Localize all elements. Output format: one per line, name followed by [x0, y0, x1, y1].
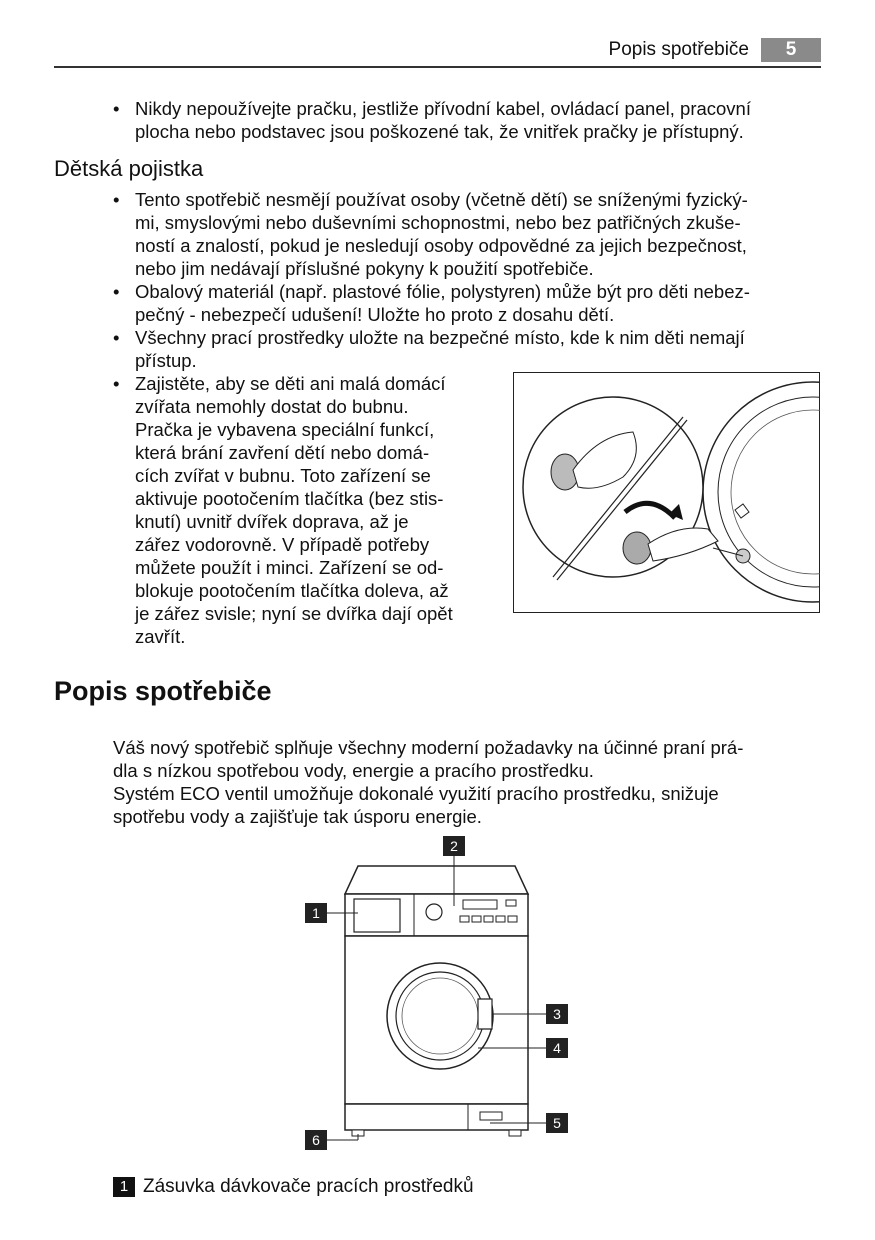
callout-label: 6	[312, 1132, 320, 1148]
page-number: 5	[761, 38, 821, 62]
callout-4	[546, 1038, 568, 1058]
callout-3	[546, 1004, 568, 1024]
text-line: Obalový materiál (např. plastové fólie, polystyren) může být pro děti nebez-	[135, 281, 750, 302]
text-line: zářez vodorovně. V případě potřeby	[135, 534, 430, 555]
bullet-dot: •	[113, 327, 120, 348]
child-lock-bullet-2	[113, 280, 833, 326]
legend-number: 1	[113, 1177, 135, 1197]
text-line: ností a znalostí, pokud je nesledují osoby odpovědné za jejich bezpečnost,	[135, 235, 747, 256]
callout-2	[443, 836, 465, 856]
callout-label: 5	[553, 1115, 561, 1131]
child-lock-illustration	[513, 372, 820, 613]
text-line: je zářez svisle; nyní se dvířka dají opět	[135, 603, 453, 624]
page-header	[54, 36, 821, 68]
section-heading-child-lock: Dětská pojistka	[54, 156, 204, 181]
section-heading-description: Popis spotřebiče	[54, 676, 272, 706]
text-line: Nikdy nepoužívejte pračku, jestliže přívodní kabel, ovládací panel, pracovní	[135, 98, 751, 119]
text-line: cích zvířat v bubnu. Toto zařízení se	[135, 465, 431, 486]
child-lock-bullet-3	[113, 326, 833, 372]
callout-label: 3	[553, 1006, 561, 1022]
text-line: Zajistěte, aby se děti ani malá domácí	[135, 373, 446, 394]
bullet-text	[135, 97, 751, 143]
text-line: zvířata nemohly dostat do bubnu.	[135, 396, 409, 417]
callout-label: 1	[312, 905, 320, 921]
bullet-text	[135, 326, 745, 372]
bullet-dot: •	[113, 373, 120, 394]
text-line: Všechny prací prostředky uložte na bezpečné místo, kde k nim děti nemají	[135, 327, 745, 348]
text-line: Pračka je vybavena speciální funkcí,	[135, 419, 435, 440]
callout-5	[546, 1113, 568, 1133]
callout-6	[305, 1130, 327, 1150]
bullet-dot: •	[113, 189, 120, 210]
callout-label: 2	[450, 838, 458, 854]
bullet-text	[135, 188, 748, 280]
text-line: Systém ECO ventil umožňuje dokonalé využití pracího prostředku, snižuje	[113, 783, 719, 804]
text-line: Tento spotřebič nesmějí používat osoby (včetně dětí) se sníženými fyzický-	[135, 189, 748, 210]
bullet-dot: •	[113, 98, 120, 119]
child-lock-bullet-4	[113, 372, 503, 650]
callout-label: 4	[553, 1040, 561, 1056]
bullet-text	[135, 280, 750, 326]
text-line: mi, smyslovými nebo duševními schopnostmi, nebo bez patřičných zkuše-	[135, 212, 741, 233]
legend-text: Zásuvka dávkovače pracích prostředků	[143, 1176, 474, 1197]
intro-bullet	[113, 97, 833, 145]
text-line: knutí) uvnitř dvířek doprava, až je	[135, 511, 409, 532]
text-line: nebo jim nedávají příslušné pokyny k použití spotřebiče.	[135, 258, 594, 279]
text-line: plocha nebo podstavec jsou poškozené tak, že vnitřek pračky je přístupný.	[135, 121, 744, 142]
bullet-text	[135, 372, 453, 648]
text-line: blokuje pootočením tlačítka doleva, až	[135, 580, 449, 601]
callout-1	[305, 903, 327, 923]
text-line: dla s nízkou spotřebou vody, energie a pracího prostředku.	[113, 760, 594, 781]
text-line: přístup.	[135, 350, 197, 371]
text-line: aktivuje pootočením tlačítka (bez stis-	[135, 488, 444, 509]
text-line: pečný - nebezpečí udušení! Uložte ho proto z dosahu dětí.	[135, 304, 615, 325]
description-paragraph	[113, 736, 743, 828]
washing-machine-diagram	[300, 836, 580, 1156]
bullet-dot: •	[113, 281, 120, 302]
text-line: zavřít.	[135, 626, 186, 647]
legend-item-1	[113, 1176, 474, 1198]
text-line: spotřebu vody a zajišťuje tak úsporu energie.	[113, 806, 482, 827]
header-title: Popis spotřebiče	[608, 39, 749, 60]
text-line: která brání zavření dětí nebo domá-	[135, 442, 430, 463]
child-lock-bullet-1	[113, 188, 833, 280]
text-line: Váš nový spotřebič splňuje všechny moderní požadavky na účinné praní prá-	[113, 737, 744, 758]
text-line: můžete použít i minci. Zařízení se od-	[135, 557, 444, 578]
